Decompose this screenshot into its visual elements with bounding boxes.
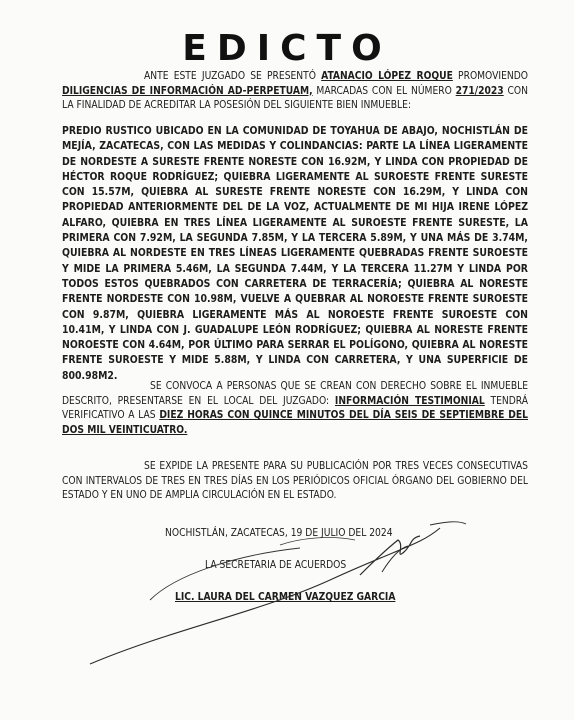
summons-mid: TENDRÁ VERIFICATIVO A LAS [62,395,529,422]
hearing-datetime: DIEZ HORAS CON QUINCE MINUTOS DEL DÍA SEIS DE SEPTIEMBRE DEL DOS MIL VEINTICUATRO. [62,410,529,436]
place-date: NOCHISTLÁN, ZACATECAS, 19 DE JULIO DEL 2024 [165,528,393,539]
summons-paragraph [62,380,528,438]
hearing-event: INFORMACIÓN TESTIMONIAL [334,395,485,407]
document-title: EDICTO [182,28,392,69]
applicant-name: ATANACIO LÓPEZ ROQUE [321,71,453,82]
signer-name: LIC. LAURA DEL CARMEN VAZQUEZ GARCIA [175,592,396,603]
summons-lead: SE CONVOCA A PERSONAS QUE SE CREAN CON DERECHO SOBRE EL INMUEBLE DESCRITO, PRESENTARSE EN EL LOCAL DEL JUZGADO: [62,381,528,407]
intro-paragraph [62,70,528,114]
publication-paragraph: SE EXPIDE LA PRESENTE PARA SU PUBLICACIÓN POR TRES VECES CONSECUTIVAS CON INTERVALOS DE TRES EN TRES DÍAS EN LOS PERIÓDICOS OFICIAL ÓRGANO DEL GOBIERNO DEL ESTADO Y EN UNO DE AMPLIA CIRCULACIÓN EN EL ESTADO. [62,461,528,502]
case-number: 271/2023 [455,85,504,97]
intro-tail: CON LA FINALIDAD DE ACREDITAR LA POSESIÓN DEL SIGUIENTE BIEN INMUEBLE: [62,85,528,112]
intro-lead: ANTE ESTE JUZGADO SE PRESENTÓ [144,71,322,82]
intro-mid2: MARCADAS CON EL NÚMERO [312,85,456,97]
procedure-name: DILIGENCIAS DE INFORMACIÓN AD-PERPETUAM, [62,85,313,97]
secretary-title: LA SECRETARIA DE ACUERDOS [205,560,347,571]
intro-mid: PROMOVIENDO [452,71,528,82]
property-description: PREDIO RUSTICO UBICADO EN LA COMUNIDAD DE TOYAHUA DE ABAJO, NOCHISTLÁN DE MEJÍA, ZACATECAS, CON LAS MEDIDAS Y COLINDANCIAS: PARTE LA LÍNEA LIGERAMENTE DE NORDESTE A SURESTE FRENTE NORESTE CON 16.92M, Y LINDA CON PROPIEDAD DE HÉCTOR ROQUE RODRÍGUEZ; QUIEBRA LIGERAMENTE AL SUROESTE FRENTE SURESTE CON 15.57M, QUIEBRA AL SURESTE FRENTE NORESTE CON 16.29M, Y LINDA CON PROPIEDAD ANTERIORMENTE DEL DE LA VOZ, ACTUALMENTE DE MI HIJA IRENE LÓPEZ ALFARO, QUIEBRA EN TRES LÍNEA LIGERAMENTE AL SUROESTE FRENTE SURESTE, LA PRIMERA CON 7.92M, LA SEGUNDA 7.85M, Y LA TERCERA 5.89M, Y UNA MÁS DE 3.74M, QUIEBRA AL NORDESTE EN TRES LÍNEAS LIGERAMENTE QUEBRADAS FRENTE SUROESTE Y MIDE LA PRIMERA 5.46M, LA SEGUNDA 7.44M, Y LA TERCERA 11.27M Y LINDA POR TODOS ESTOS QUEBRADOS CON CARRETERA DE TERRACERÍA; QUIEBRA AL NORESTE FRENTE NORDESTE CON 10.98M, VUELVE A QUEBRAR AL NOROESTE FRENTE SUROESTE CON 9.87M, QUIEBRA LIGERAMENTE MÁS AL NOROESTE FRENTE SUROESTE CON 10.41M, Y LINDA CON J. GUADALUPE LEÓN RODRÍGUEZ; QUIEBRA AL NORESTE FRENTE NOROESTE CON 4.64M, POR ÚLTIMO PARA SERRAR EL POLÍGONO, QUIEBRA AL NORESTE FRENTE SUROESTE Y MIDE 5.88M, Y LINDA CON CARRETERA, Y UNA SUPERFICIE DE 800.98M2. [62,125,528,382]
